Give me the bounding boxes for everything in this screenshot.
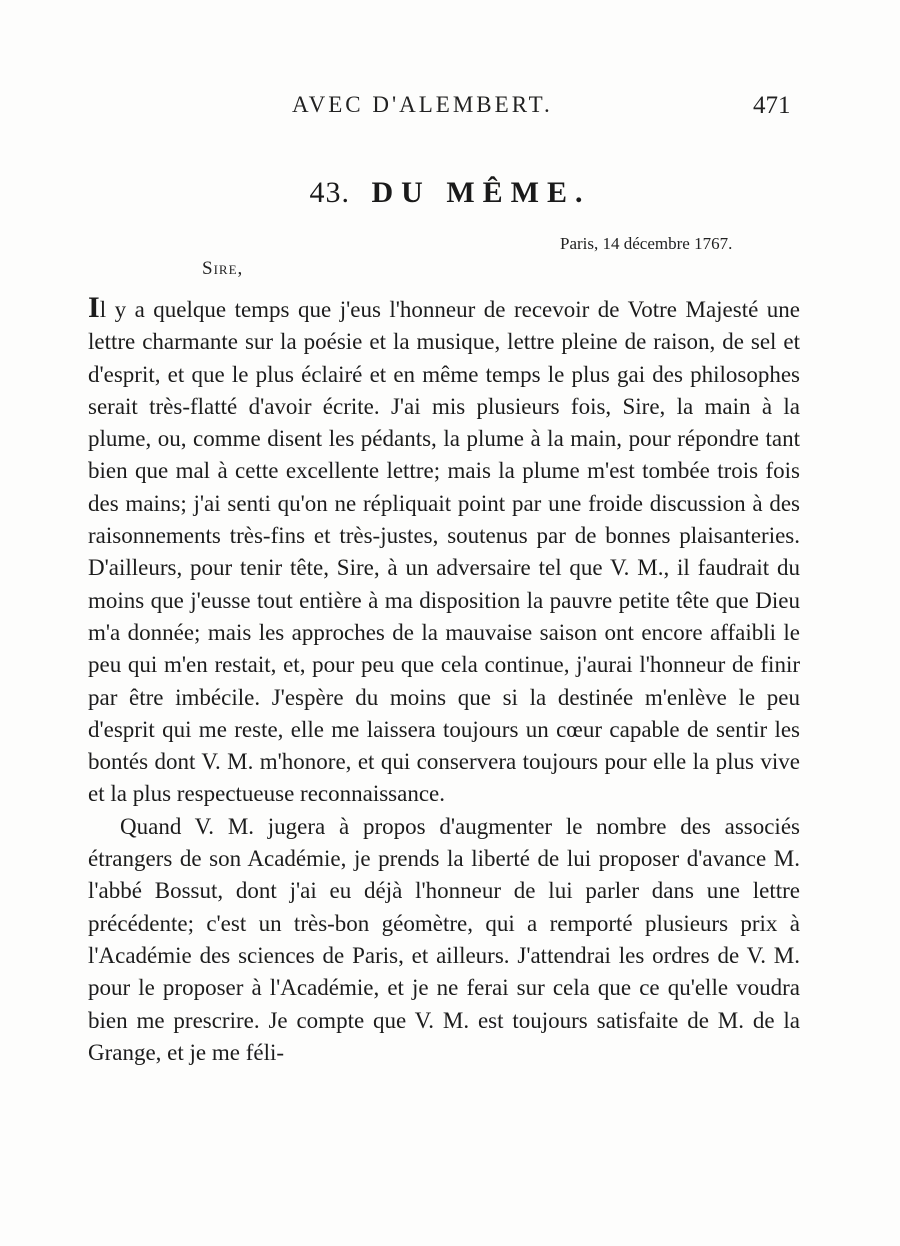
letter-number: 43. bbox=[309, 176, 350, 209]
letter-title: DU MÊME. bbox=[371, 176, 591, 209]
initial-letter: I bbox=[88, 291, 100, 324]
paragraph-1-text: l y a quelque temps que j'eus l'honneur de recevoir de Votre Majesté une lettre charmante sur la poésie et la musique, lettre pleine de raison, de sel et d'esprit, et que le plus éclairé et en même temps le plus gai des philosophes serait très-flatté d'avoir écrite. J'ai mis plusieurs fois, Sire, la main à la plume, ou, comme disent les pédants, la plume à la main, pour répondre tant bien que mal à cette excellente lettre; mais la plume m'est tombée trois fois des mains; j'ai senti qu'on ne répliquait point par une froide discussion à des raisonnements très-fins et très-justes, soutenus par de bonnes plaisanteries. D'ailleurs, pour tenir tête, Sire, à un adversaire tel que V. M., il faudrait du moins que j'eusse tout entière à ma disposition la pauvre petite tête que Dieu m'a donnée; mais les approches de la mauvaise saison ont encore affaibli le peu qui m'en restait, et, pour peu que cela continue, j'aurai l'honneur de finir par être imbécile. J'espère du moins que si la destinée m'enlève le peu d'esprit qui me reste, elle me laissera toujours un cœur capable de sentir les bontés dont V. M. m'honore, et qui conservera toujours pour elle la plus vive et la plus respectueuse reconnaissance. bbox=[88, 297, 800, 807]
dateline: Paris, 14 décembre 1767. bbox=[560, 234, 733, 253]
paragraph-2: Quand V. M. jugera à propos d'augmenter le nombre des associés étrangers de son Académie, je prends la liberté de lui proposer d'avance M. l'abbé Bossut, dont j'ai eu déjà l'honneur de lui parler dans une lettre précédente; c'est un très-bon géomètre, qui a remporté plusieurs prix à l'Académie des sciences de Paris, et ailleurs. J'attendrai les ordres de V. M. pour le proposer à l'Académie, et je ne ferai sur cela que ce qu'elle voudra bien me prescrire. Je compte que V. M. est toujours satisfaite de M. de la Grange, et je me féli- bbox=[88, 813, 800, 1065]
paragraph-1 bbox=[88, 291, 800, 811]
salutation: Sire, bbox=[202, 258, 244, 279]
letter-body bbox=[88, 291, 800, 1069]
letter-heading bbox=[0, 176, 900, 210]
running-head bbox=[0, 92, 900, 122]
page-number: 471 bbox=[753, 92, 791, 119]
running-title: AVEC D'ALEMBERT. bbox=[292, 92, 553, 117]
